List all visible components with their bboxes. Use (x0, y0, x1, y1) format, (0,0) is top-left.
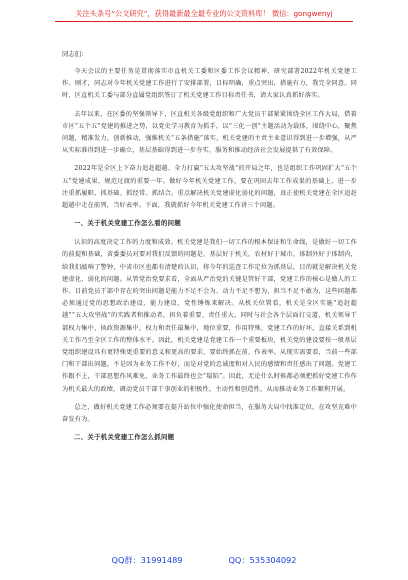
paragraph: 认识的高度决定工作的力度和成效。机关党建是我们一切工作的根本保证和生命线，是做好一切工作的前提和基础，省委委员对要对我们反馈的问题是，基层好于机关，农村好于城市，体制外好于体制内，给我们敲响了警钟，中省市区也都有清楚的认识，将今年的巡查工作定位为抓基层，目的就是解决机关党建虚化、弱化的问题。从管党治党要求看，全面从严治党的关键是管好干部，党建工作的核心是做人的工作。目前党员干部中存在的突出问题是能力不足不会为、动力不足不想为、担当不足不敢为，这些问题都必须通过党的思想政治建设、能力建设、党性锤炼来解决。从机关位置看，机关是全区实施“追赶超越”“五大攻坚战”的实践者和推动者，担负着重要、责任重大，同时与社会各个层面打交道，机关领导干部权力集中，执政资源集中，权力和责任最集中，地位重要，作用特殊，党建工作的好坏，直接关系到机关工作乃至全区工作的整体水平。因此，机关党建是党建工作一个重要板块，机关党的建设要按一般基层党组织建设具有更特殊更重要的意义和更高的要求，要始终抓在前，作表率。从现实需要看，当前一些部门和干部出问题，不是因为业务工作不好，而是对党的忠诚度和对人民的感情和责任感出了问题。党建工作跟不上，干部思想作风难免，业务工作最终也会“塌陷”。因此，无论什么时候都必须把抓好党建工作作为机关最大的政绩，调动党员干部干事创业的积极性，主动性和创造性，从而推动业务工作顺利开展。 (62, 239, 357, 393)
top-banner (0, 0, 408, 22)
document-body (62, 48, 357, 451)
banner-text: 关注头条号“公文研究”，获得最新最全最专业的公文资料库！ 微信：gongwenyj (55, 9, 352, 22)
section-heading-2: 二、关于机关党建工作怎么抓问题 (74, 433, 175, 442)
qq-group: QQ群：31991489 (111, 555, 183, 565)
section-heading-1: 一、关于机关党建工作怎么看的问题 (74, 219, 182, 228)
paragraph: 总之，做好机关党建工作必须要在提升站位中强化使命担当，在服务大局中找准定位，在攻坚克难中奋发有为。 (62, 403, 357, 424)
paragraph: 今天会议的主要任务是贯彻落实市直机关工委和区委工作会议精神，研究部署2022年机关党建工作。刚才，同志对今年机关党建工作进行了安排部署，目标明确，重点突出，措施有力，我完全同意。同时，区直机关工委与部分直属党组织签订了机关党建工作目标责任书，请大家认真抓好落实。 (62, 68, 357, 100)
footer-contacts (0, 555, 408, 566)
paragraph: 2022年是全区上下奋力追赶超越、全力打赢“五大攻坚战”的开局之年，也是组织工作巩固扩大“五个五”党建成果、规范过渡的重要一年。做好今年机关党建工作，要在巩固去年工作成果的基础上，进一步注重抓履职、抓基础、抓经常、抓结合，重点解决机关党建虚化弱化的问题，真正使机关党建在全区追赶超越中走在前列，当好表率。下面，我就抓好今年机关党建工作讲三个问题。 (62, 165, 357, 210)
qq-contact: QQ：535304092 (228, 555, 297, 565)
paragraph: 去年以来，在区委的坚强领导下，区直机关各级党组织和广大党员干部紧紧围绕全区工作大局，借着市区“五个五”党建的推进之势，以党史学习教育为抓手，以“三化一创”主题活动为载体，围绕中心，聚焦问题，精准发力，创新推动，强推机关“五条措施”落实，机关党建的主责主业意识得到进一步增强，从严从实标准得到进一步确立，基层基础得到进一步夯实，服务和推动经济社会发展提供了有效保障。 (62, 110, 357, 155)
greeting: 同志们： (62, 50, 88, 58)
